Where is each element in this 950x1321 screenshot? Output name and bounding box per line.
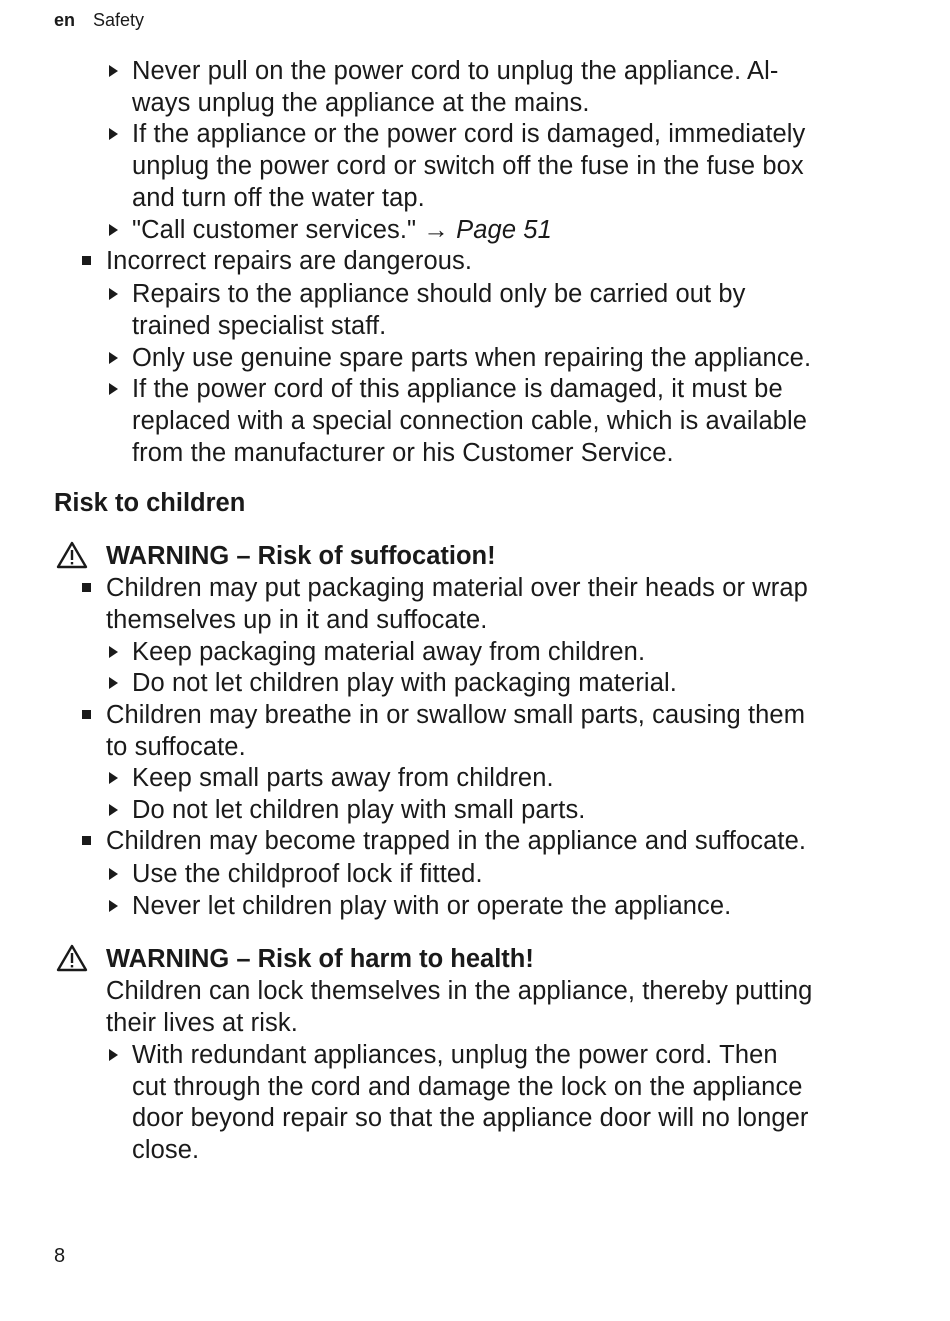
action-item: Repairs to the appliance should only be carried out by: [132, 280, 746, 308]
call-customer-services-text: "Call customer services.": [132, 216, 417, 244]
action-item: If the appliance or the power cord is damaged, immediately: [132, 120, 806, 148]
bullet-square-icon: [82, 710, 91, 719]
action-arrow-icon: [109, 288, 118, 300]
warning-triangle-icon: [56, 944, 88, 972]
bullet-square-icon: [82, 836, 91, 845]
action-item: Never pull on the power cord to unplug the appliance. Al-: [132, 57, 779, 85]
hazard-bullet: Children may become trapped in the appliance and suffocate.: [106, 827, 807, 855]
action-item-cont: ways unplug the appliance at the mains.: [132, 89, 590, 117]
action-arrow-icon: [109, 868, 118, 880]
section-title: Safety: [93, 10, 145, 30]
warning-text: Children can lock themselves in the appliance, thereby putting: [106, 977, 813, 1005]
bullet-square-icon: [82, 583, 91, 592]
action-item: [132, 214, 552, 246]
action-item-cont: trained specialist staff.: [132, 312, 387, 340]
hazard-bullet: Children may put packaging material over their heads or wrap: [106, 574, 808, 602]
action-item: Never let children play with or operate the appliance.: [132, 892, 732, 920]
section-heading: Risk to children: [54, 489, 246, 517]
action-arrow-icon: [109, 1049, 118, 1061]
action-arrow-icon: [109, 128, 118, 140]
action-item-cont: unplug the power cord or switch off the fuse in the fuse box: [132, 152, 804, 180]
action-arrow-icon: [109, 900, 118, 912]
cross-reference-arrow-icon: →: [423, 216, 449, 244]
action-item-cont: from the manufacturer or his Customer Service.: [132, 439, 674, 467]
warning-triangle-icon: [56, 541, 88, 569]
action-arrow-icon: [109, 383, 118, 395]
action-arrow-icon: [109, 772, 118, 784]
hazard-bullet: Children may breathe in or swallow small parts, causing them: [106, 701, 806, 729]
hazard-bullet-cont: to suffocate.: [106, 733, 246, 761]
action-arrow-icon: [109, 646, 118, 658]
action-item: Do not let children play with packaging material.: [132, 669, 677, 697]
action-item-cont: cut through the cord and damage the lock on the appliance: [132, 1073, 803, 1101]
action-item-cont: and turn off the water tap.: [132, 184, 425, 212]
action-arrow-icon: [109, 677, 118, 689]
language-code: en: [54, 10, 76, 30]
action-item-cont: door beyond repair so that the appliance door will no longer: [132, 1104, 809, 1132]
action-item: Keep packaging material away from children.: [132, 638, 646, 666]
page-number: 8: [54, 1245, 66, 1267]
action-item-cont: replaced with a special connection cable, which is available: [132, 407, 808, 435]
bullet-square-icon: [82, 256, 91, 265]
page-reference-link[interactable]: Page 51: [456, 216, 552, 244]
action-arrow-icon: [109, 352, 118, 364]
action-item: If the power cord of this appliance is damaged, it must be: [132, 375, 783, 403]
action-item: Keep small parts away from children.: [132, 764, 554, 792]
warning-text-cont: their lives at risk.: [106, 1009, 298, 1037]
action-item: With redundant appliances, unplug the power cord. Then: [132, 1041, 778, 1069]
action-arrow-icon: [109, 804, 118, 816]
warning-title: WARNING – Risk of harm to health!: [106, 945, 534, 973]
hazard-bullet: Incorrect repairs are dangerous.: [106, 247, 473, 275]
warning-title: WARNING – Risk of suffocation!: [106, 542, 496, 570]
page-header: [54, 10, 144, 31]
action-item-cont: close.: [132, 1136, 200, 1164]
action-item: Do not let children play with small parts.: [132, 796, 586, 824]
hazard-bullet-cont: themselves up in it and suffocate.: [106, 606, 488, 634]
action-item: Use the childproof lock if fitted.: [132, 860, 483, 888]
action-item: Only use genuine spare parts when repairing the appliance.: [132, 344, 812, 372]
action-arrow-icon: [109, 224, 118, 236]
action-arrow-icon: [109, 65, 118, 77]
